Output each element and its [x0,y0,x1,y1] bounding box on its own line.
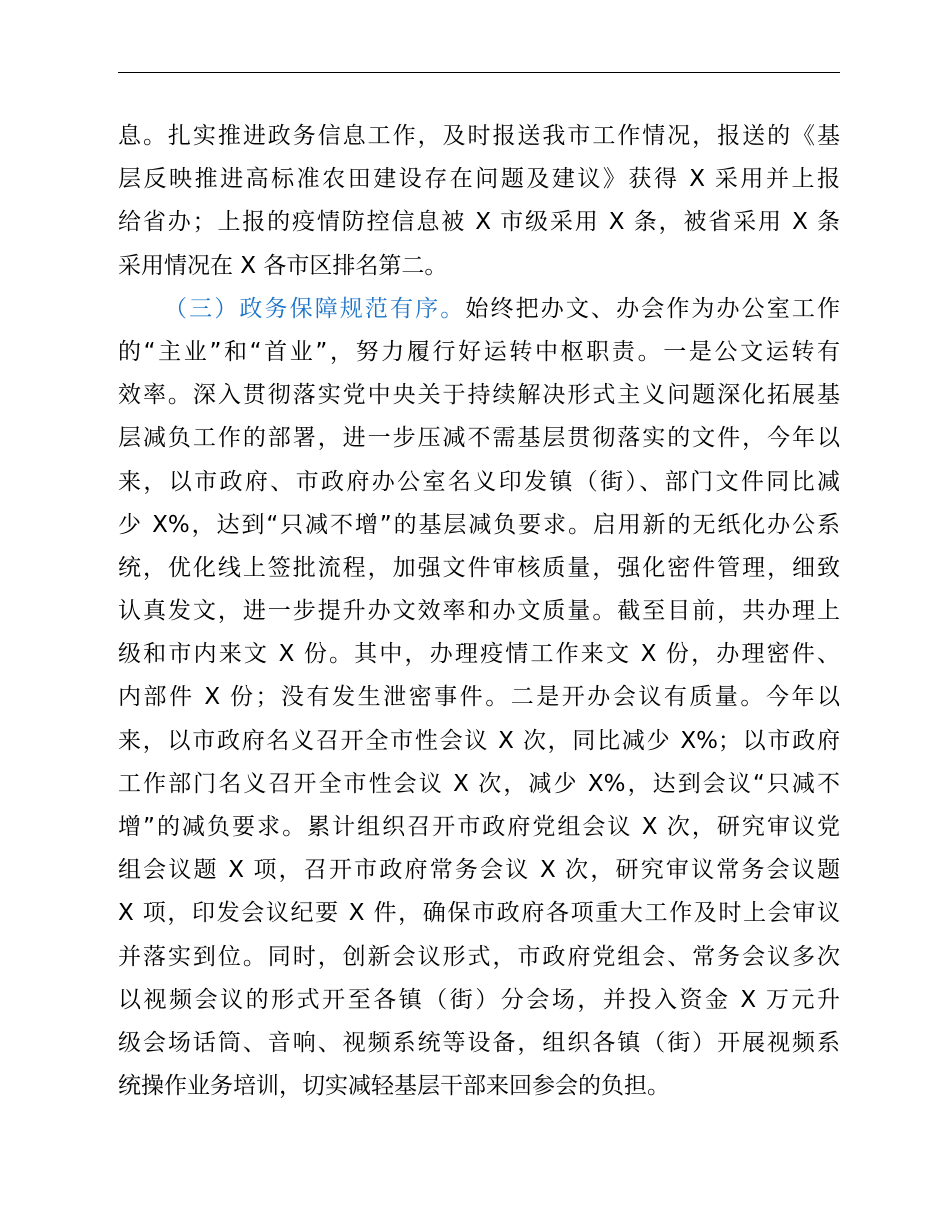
paragraph-line: 认真发文，进一步提升办文效率和办文质量。截至目前，共办理上 [118,598,840,625]
paragraph-line: 给省办；上报的疫情防控信息被 X 市级采用 X 条，被省采用 X 条 [118,209,840,236]
paragraph-line: 层反映推进高标准农田建设存在问题及建议》获得 X 采用并上报 [118,166,840,193]
paragraph-line: X 项，印发会议纪要 X 件，确保市政府各项重大工作及时上会审议 [118,900,840,927]
paragraph-line: 来，以市政府名义召开全市性会议 X 次，同比减少 X%；以市政府 [118,727,840,754]
paragraph-line: 组会议题 X 项，召开市政府常务会议 X 次，研究审议常务会议题 [118,857,840,884]
paragraph-line: 增”的减负要求。累计组织召开市政府党组会议 X 次，研究审议党 [118,814,840,840]
section-first-line-text: 始终把办文、办会作为办公室工作 [465,295,840,322]
paragraph-line: 统操作业务培训，切实减轻基层干部来回参会的负担。 [118,1073,670,1100]
paragraph-line: 效率。深入贯彻落实党中央关于持续解决形式主义问题深化拓展基 [118,382,840,409]
header-rule [118,72,840,73]
paragraph-line: 层减负工作的部署，进一步压减不需基层贯彻落实的文件，今年以 [118,425,840,452]
paragraph-line: 来，以市政府、市政府办公室名义印发镇（街）、部门文件同比减 [118,468,840,495]
paragraph-line: 息。扎实推进政务信息工作，及时报送我市工作情况，报送的《基 [118,123,840,149]
body-text [118,115,840,1108]
paragraph-line: 内部件 X 份；没有发生泄密事件。二是开办会议有质量。今年以 [118,684,840,711]
paragraph-line: 并落实到位。同时，创新会议形式，市政府党组会、常务会议多次 [118,943,840,970]
paragraph-line: 采用情况在 X 各市区排名第二。 [118,252,448,279]
paragraph-line: 以视频会议的形式开至各镇（街）分会场，并投入资金 X 万元升 [118,986,840,1013]
paragraph-line: 工作部门名义召开全市性会议 X 次，减少 X%，达到会议“只减不 [118,770,840,797]
section-first-line [118,288,840,331]
paragraph-line: 统，优化线上签批流程，加强文件审核质量，强化密件管理，细致 [118,554,840,581]
paragraph-line: 少 X%，达到“只减不增”的基层减负要求。启用新的无纸化办公系 [118,511,840,538]
paragraph-line: 级会场话筒、音响、视频系统等设备，组织各镇（街）开展视频系 [118,1029,840,1056]
section-heading: （三）政务保障规范有序。 [164,295,466,322]
paragraph-line: 的“主业”和“首业”，努力履行好运转中枢职责。一是公文运转有 [118,338,840,365]
paragraph-line: 级和市内来文 X 份。其中，办理疫情工作来文 X 份，办理密件、 [118,641,840,668]
